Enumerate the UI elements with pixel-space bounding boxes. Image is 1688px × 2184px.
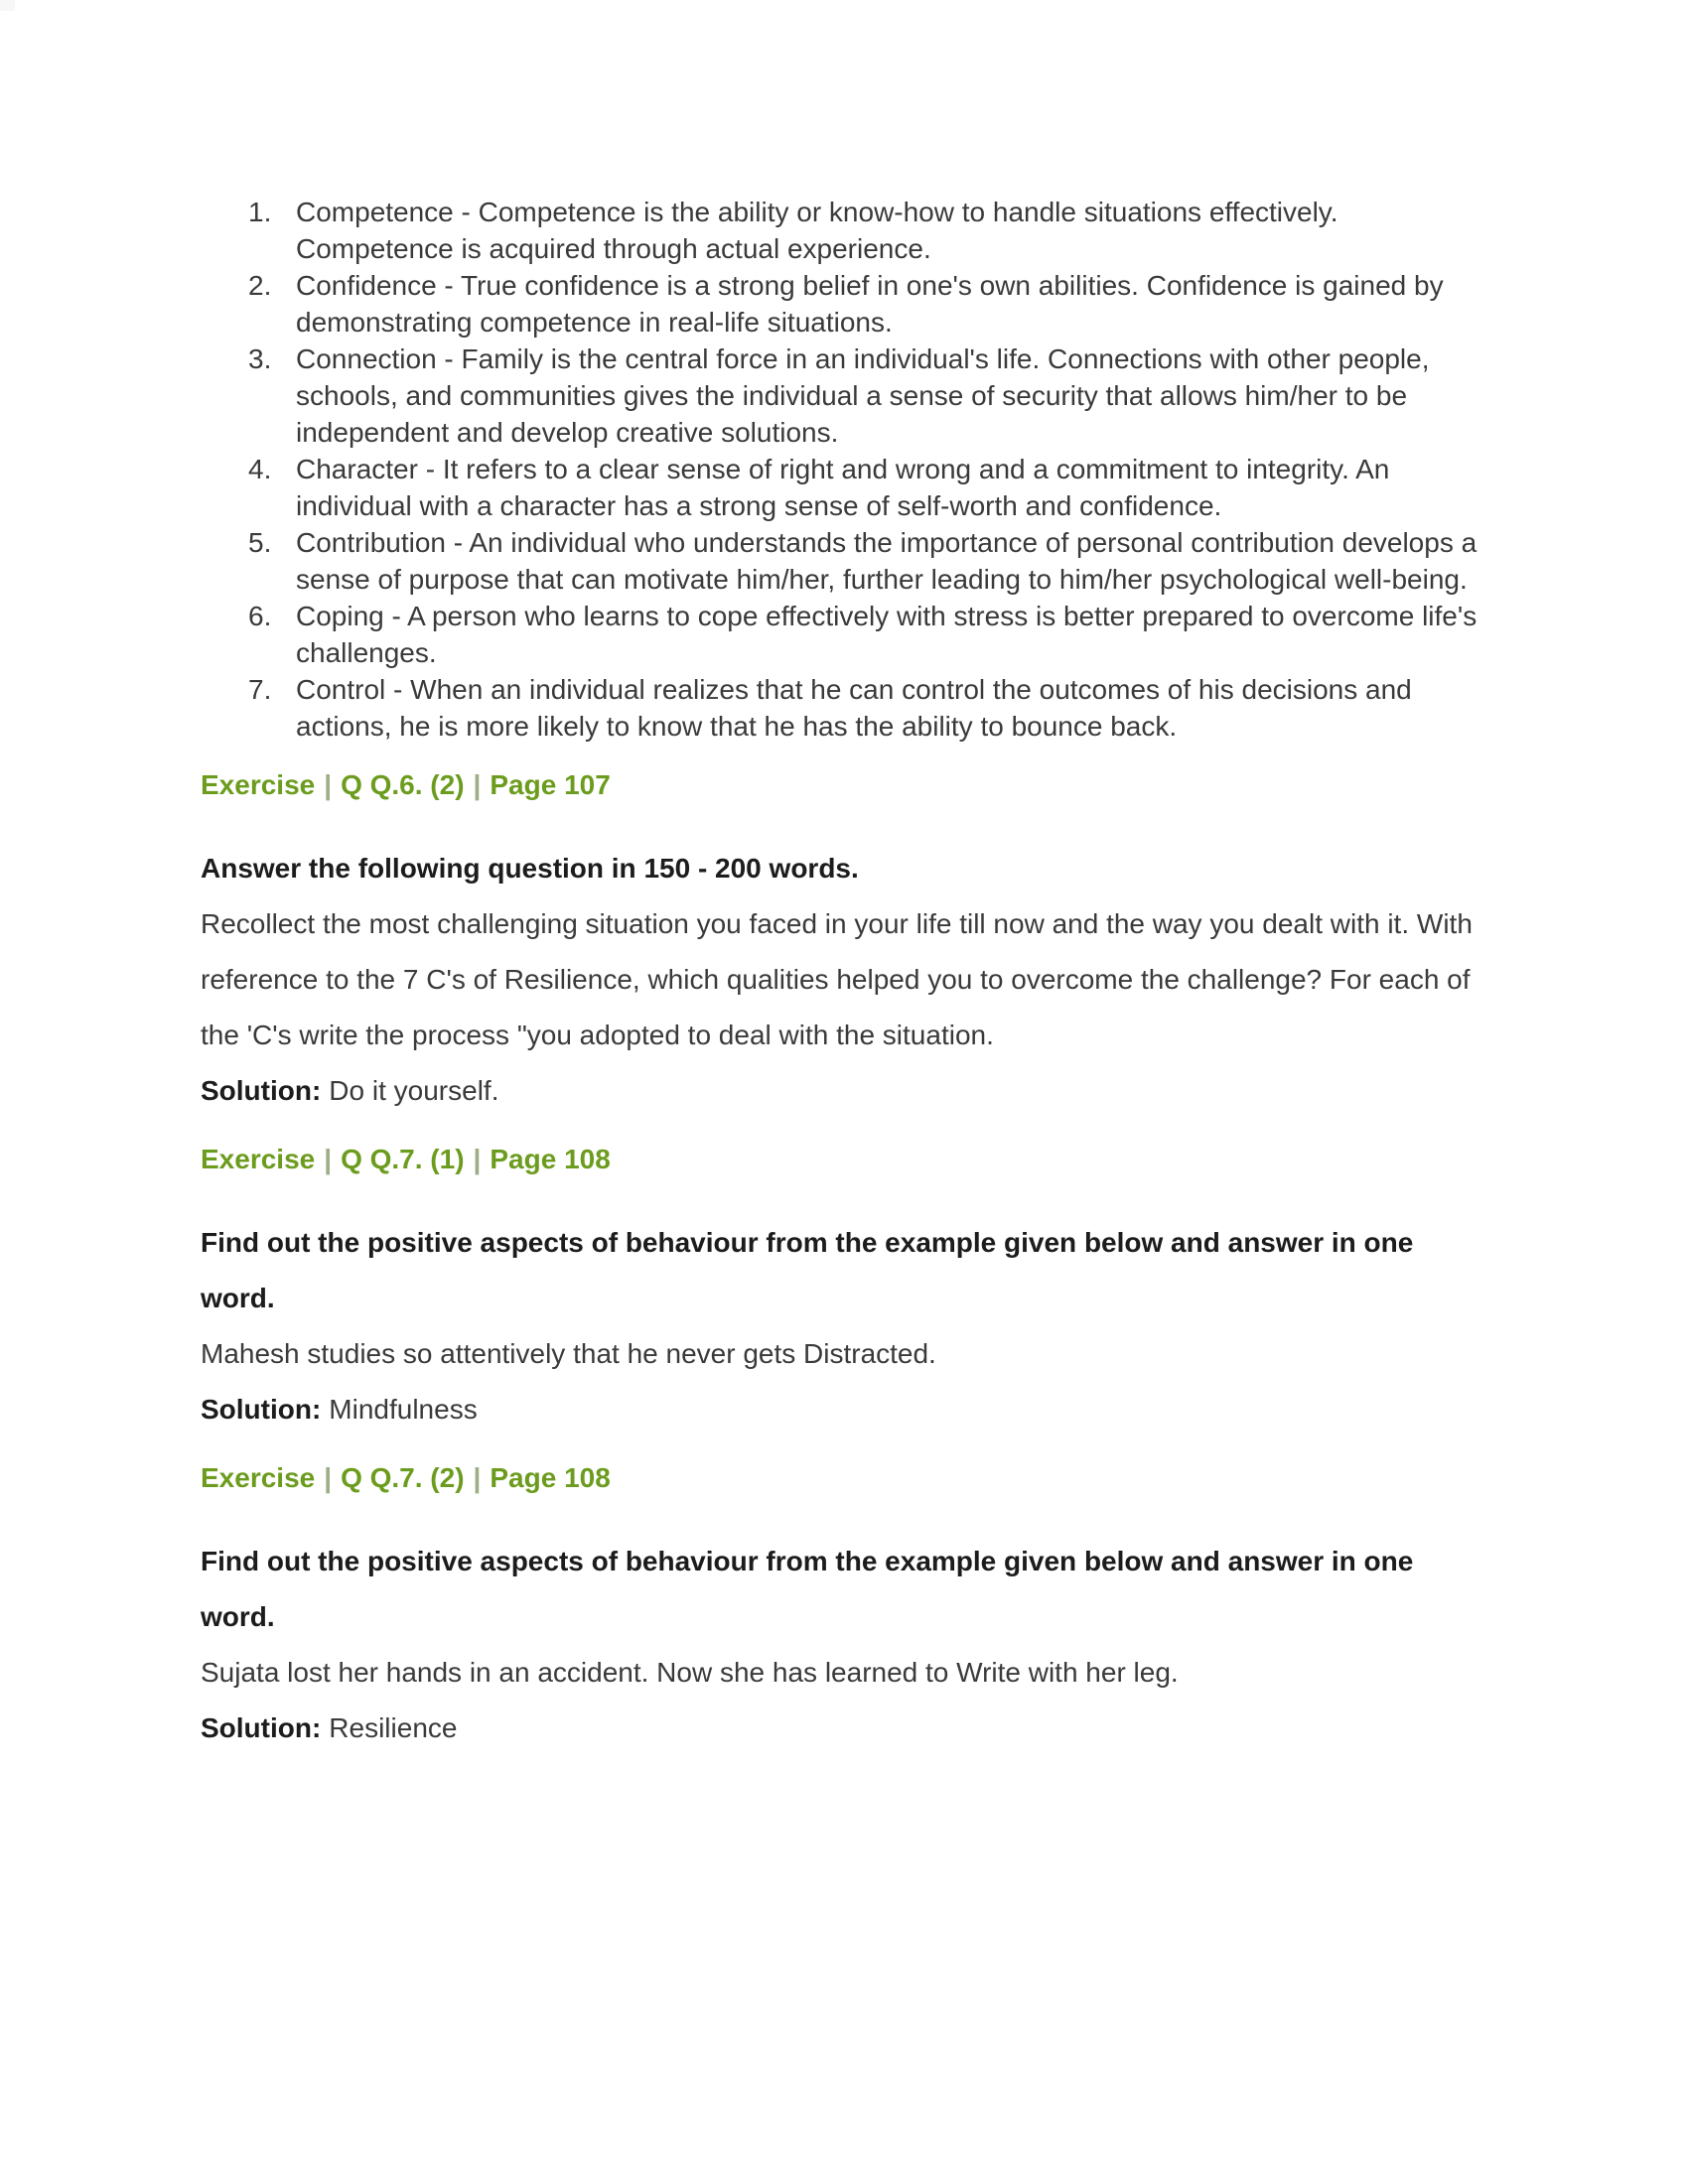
solution-line — [201, 1382, 1486, 1437]
exercise-section — [201, 1141, 1486, 1437]
list-item — [201, 341, 1486, 451]
separator: | — [324, 1462, 333, 1493]
separator: | — [473, 769, 482, 800]
exercise-label: Exercise — [201, 1462, 316, 1493]
question-ref: Q Q.7. (1) — [341, 1144, 465, 1174]
list-item-text: Contribution - An individual who understands the importance of personal contribution develops a sense of purpose that can motivate him/her, further leading to him/her psychological well-being. — [296, 527, 1477, 595]
list-item-number: 6. — [248, 601, 272, 631]
exercise-label: Exercise — [201, 1144, 316, 1174]
question-instruction: Answer the following question in 150 - 200 words. — [201, 853, 859, 884]
list-item-text: Character - It refers to a clear sense of right and wrong and a commitment to integrity. An individual with a character has a strong sense of self-worth and confidence. — [296, 454, 1390, 521]
question-text: Recollect the most challenging situation you faced in your life till now and the way you dealt with it. With reference to the 7 C's of Resilience, which qualities helped you to overcome the challenge? For each of the 'C's write the process "you adopted to deal with the situation. — [201, 908, 1473, 1050]
scan-artifact — [0, 0, 15, 11]
question-instruction: Find out the positive aspects of behaviour from the example given below and answer in one word. — [201, 1227, 1414, 1313]
solution-value: Mindfulness — [329, 1394, 478, 1425]
list-item-text: Control - When an individual realizes that he can control the outcomes of his decisions and actions, he is more likely to know that he has the ability to bounce back. — [296, 674, 1412, 742]
list-item-text: Coping - A person who learns to cope effectively with stress is better prepared to overcome life's challenges. — [296, 601, 1477, 668]
list-item-text: Connection - Family is the central force in an individual's life. Connections with other people, schools, and communities gives the individual a sense of security that allows him/her to be independent and develop creative solutions. — [296, 343, 1430, 448]
list-item — [201, 524, 1486, 598]
exercise-label: Exercise — [201, 769, 316, 800]
list-item — [201, 451, 1486, 524]
solution-label: Solution: — [201, 1394, 322, 1425]
page-ref: Page 108 — [490, 1144, 611, 1174]
seven-cs-list — [201, 194, 1486, 745]
solution-label: Solution: — [201, 1712, 322, 1743]
question-instruction: Find out the positive aspects of behaviour from the example given below and answer in one word. — [201, 1546, 1414, 1632]
list-item-number: 2. — [248, 270, 272, 301]
list-item-number: 1. — [248, 197, 272, 227]
list-item — [201, 267, 1486, 341]
list-item-text: Competence - Competence is the ability or know-how to handle situations effectively. Competence is acquired through actual experience. — [296, 197, 1338, 264]
exercise-breadcrumb-heading — [201, 1459, 1486, 1496]
question-ref: Q Q.6. (2) — [341, 769, 465, 800]
exercise-section — [201, 1459, 1486, 1756]
list-item-number: 4. — [248, 454, 272, 484]
exercise-section — [201, 766, 1486, 1119]
list-item — [201, 194, 1486, 267]
solution-value: Resilience — [329, 1712, 458, 1743]
list-item — [201, 598, 1486, 671]
question-text: Mahesh studies so attentively that he never gets Distracted. — [201, 1338, 936, 1369]
separator: | — [473, 1144, 482, 1174]
question-text: Sujata lost her hands in an accident. Now she has learned to Write with her leg. — [201, 1657, 1179, 1688]
list-item — [201, 671, 1486, 745]
exercise-breadcrumb-heading — [201, 1141, 1486, 1177]
solution-line — [201, 1701, 1486, 1756]
solution-label: Solution: — [201, 1075, 322, 1106]
list-item-number: 5. — [248, 527, 272, 558]
solution-line — [201, 1063, 1486, 1119]
exercise-breadcrumb-heading — [201, 766, 1486, 803]
solution-value: Do it yourself. — [329, 1075, 499, 1106]
list-item-number: 7. — [248, 674, 272, 705]
page-ref: Page 108 — [490, 1462, 611, 1493]
list-item-text: Confidence - True confidence is a strong belief in one's own abilities. Confidence is gained by demonstrating competence in real-life situations. — [296, 270, 1444, 338]
separator: | — [324, 1144, 333, 1174]
list-item-number: 3. — [248, 343, 272, 374]
separator: | — [473, 1462, 482, 1493]
question-ref: Q Q.7. (2) — [341, 1462, 465, 1493]
page-ref: Page 107 — [490, 769, 611, 800]
separator: | — [324, 769, 333, 800]
